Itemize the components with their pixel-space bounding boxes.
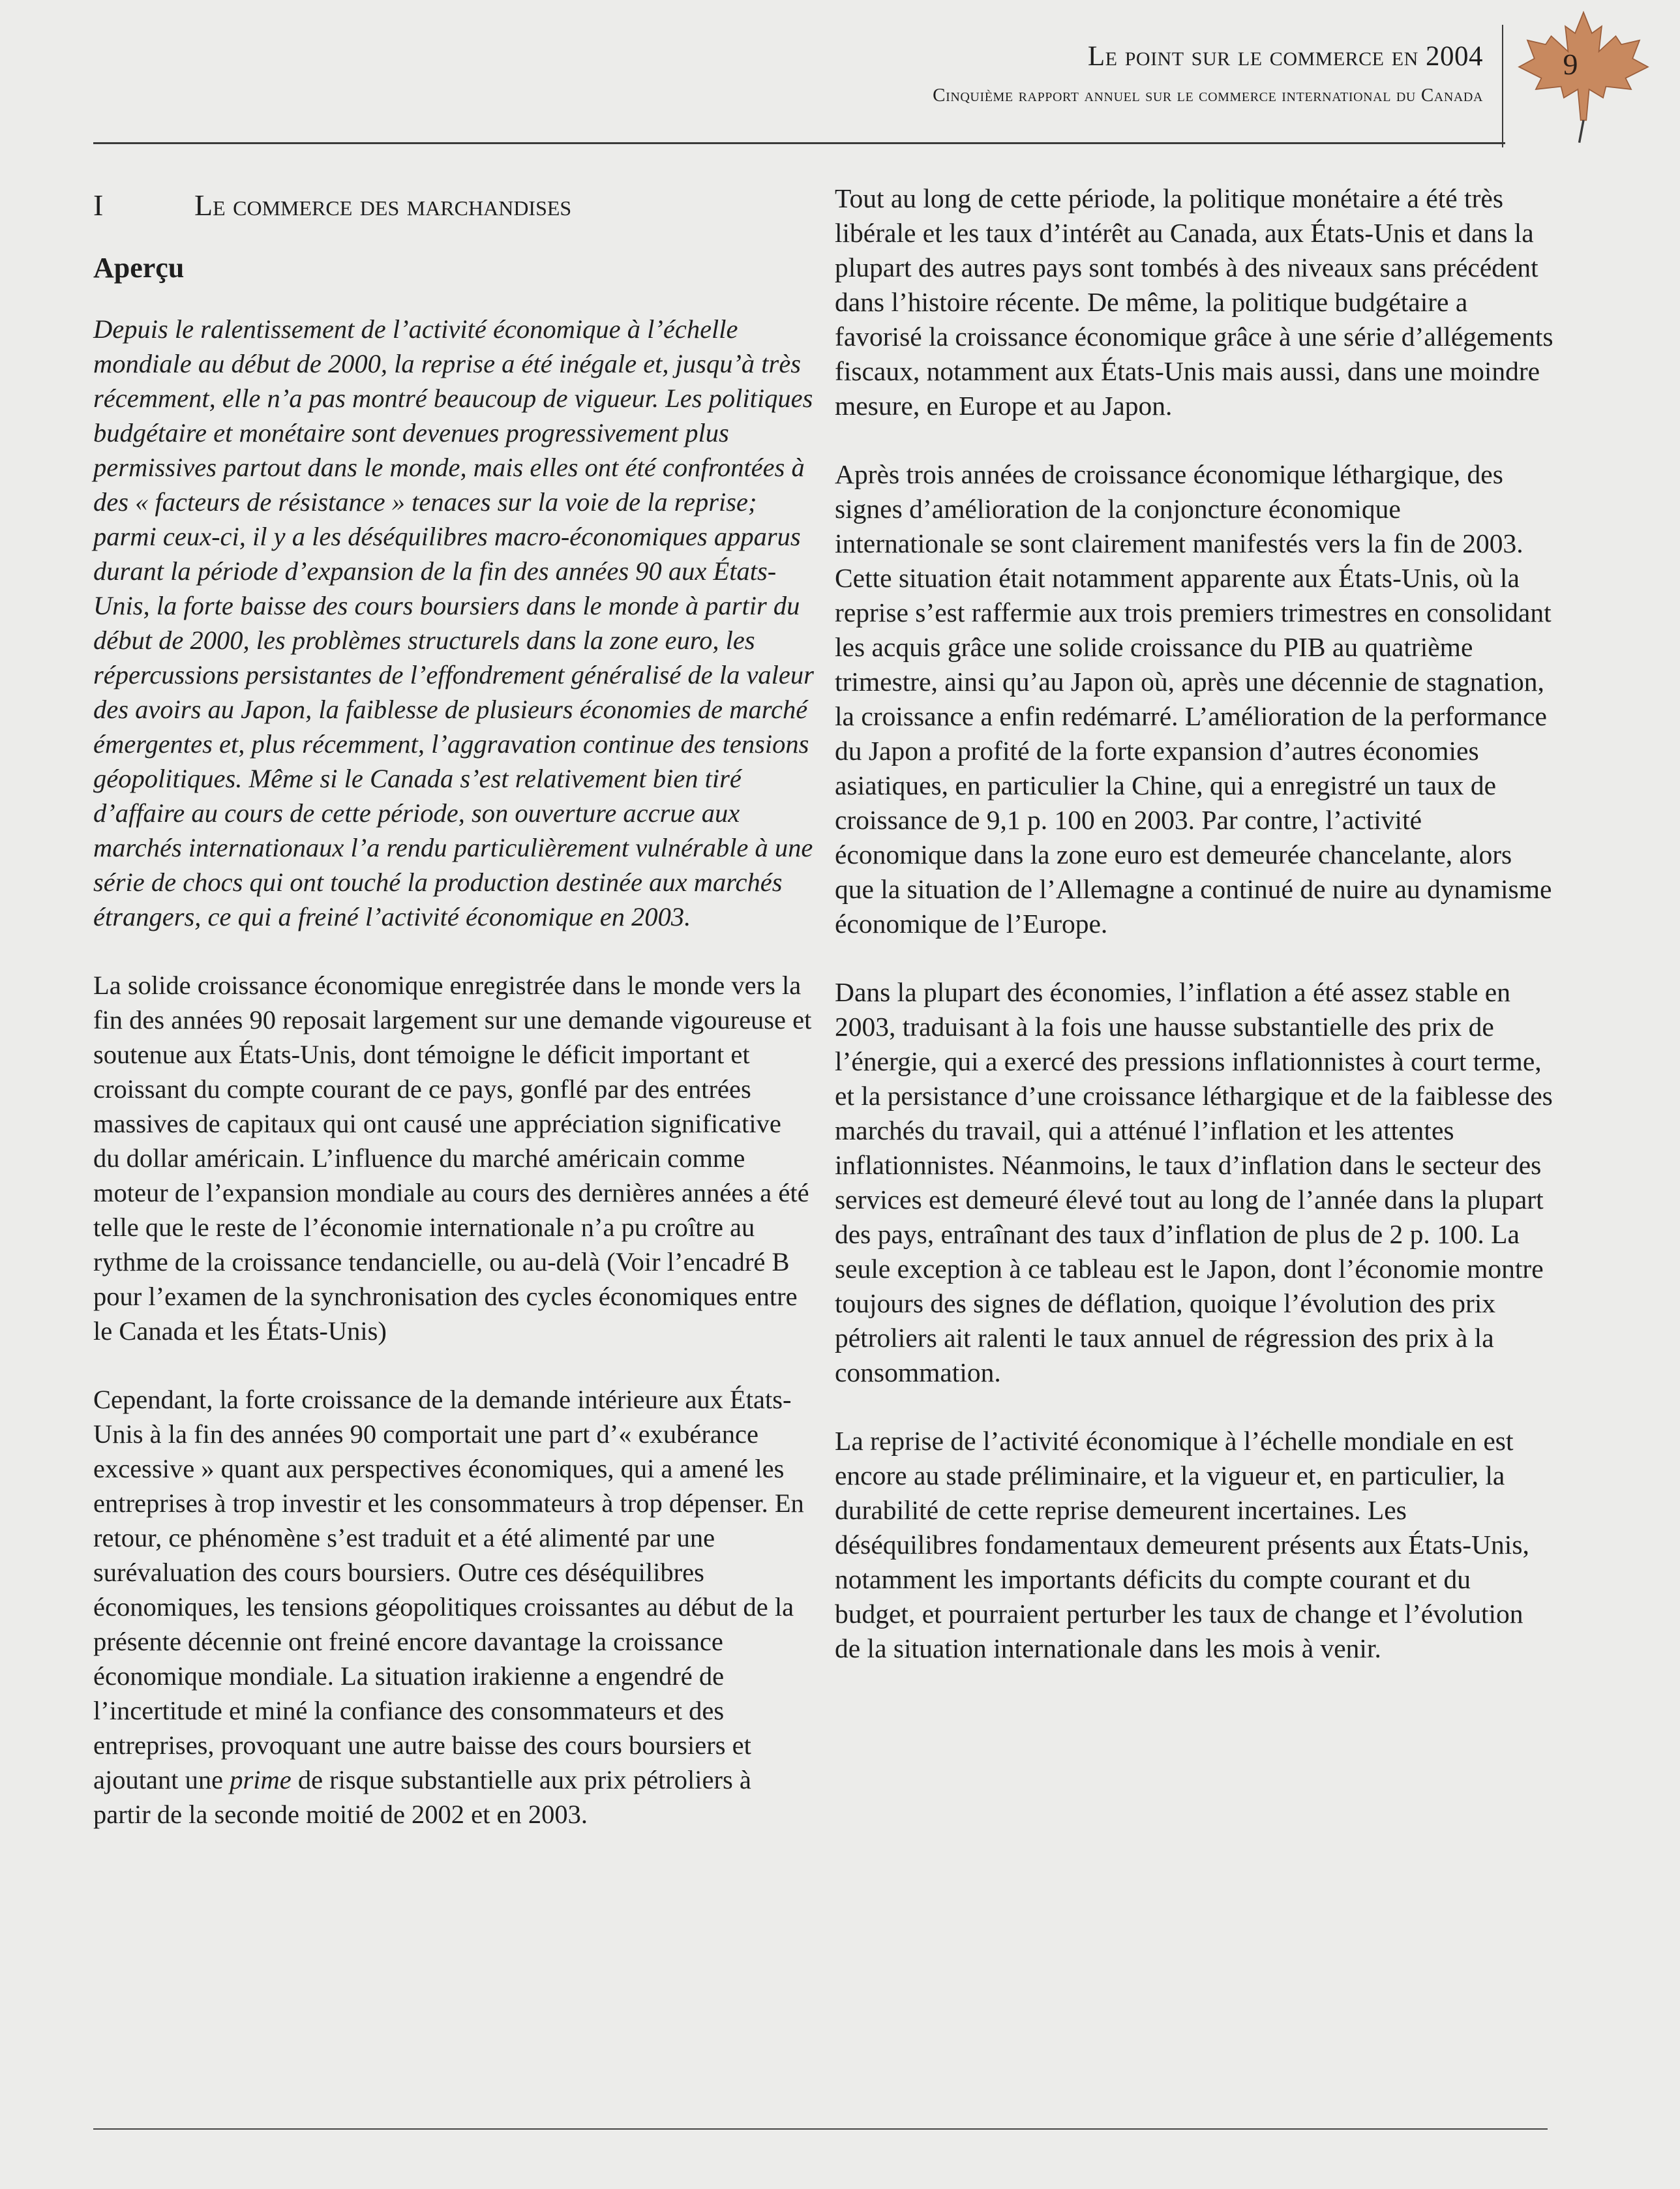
- header-title: Le point sur le commerce en 2004: [1087, 41, 1483, 72]
- footer-divider: [93, 2128, 1548, 2130]
- section-number: I: [93, 189, 104, 222]
- paragraph-text: de risque substantielle aux prix pétroliers à partir de la seconde moitié de 2002 et en 2003.: [93, 1765, 751, 1829]
- paragraph-emphasis: prime: [230, 1765, 292, 1794]
- header-divider: [93, 142, 1505, 144]
- page-number: 9: [1563, 48, 1578, 81]
- right-column: [835, 181, 1555, 1700]
- subheading: Aperçu: [93, 252, 185, 284]
- intro-paragraph: Depuis le ralentissement de l’activité économique à l’échelle mondiale au début de 2000, la reprise a été inégale et, jusqu’à très récemment, elle n’a pas montré beaucoup de vigueur. Les politiques budgétaire et monétaire sont devenues progressivement plus permissives partout dans le monde, mais elles ont été confrontées à des « facteurs de résistance » tenaces sur la voie de la reprise; parmi ceux-ci, il y a les déséquilibres macro-économiques apparus durant la période d’expansion de la fin des années 90 aux États-Unis, la forte baisse des cours boursiers dans le monde à partir du début de 2000, les problèmes structurels dans la zone euro, les répercussions persistantes de l’effondrement généralisé de la valeur des avoirs au Japon, la faiblesse de plusieurs économies de marché émergentes et, plus récemment, l’aggravation continue des tensions géopolitiques. Même si le Canada s’est relativement bien tiré d’affaire au cours de cette période, son ouverture accrue aux marchés internationaux l’a rendu particulièrement vulnérable à une série de chocs qui ont touché la production destinée aux marchés étrangers, ce qui a freiné l’activité économique en 2003.: [93, 314, 814, 931]
- paragraph: Tout au long de cette période, la politique monétaire a été très libérale et les taux d’intérêt au Canada, aux États-Unis et dans la plupart des autres pays sont tombés à des niveaux sans précédent dans l’histoire récente. De même, la politique budgétaire a favorisé la croissance économique grâce à une série d’allégements fiscaux, notamment aux États-Unis mais aussi, dans une moindre mesure, en Europe et au Japon.: [835, 183, 1553, 421]
- paragraph: Après trois années de croissance économique léthargique, des signes d’amélioration de la conjoncture économique internationale se sont clairement manifestés vers la fin de 2003. Cette situation était notamment apparente aux États-Unis, où la reprise s’est raffermie aux trois premiers trimestres en consolidant les acquis grâce une solide croissance du PIB au quatrième trimestre, ainsi qu’au Japon où, après une décennie de stagnation, la croissance a enfin redémarré. L’amélioration de la performance du Japon a profité de la forte expansion d’autres économies asiatiques, en particulier la Chine, qui a enregistré un taux de croissance de 9,1 p. 100 en 2003. Par contre, l’activité économique dans la zone euro est demeurée chancelante, alors que la situation de l’Allemagne a continué de nuire au dynamisme économique de l’Europe.: [835, 459, 1552, 939]
- left-column: [93, 181, 814, 1865]
- paragraph: Dans la plupart des économies, l’inflation a été assez stable en 2003, traduisant à la fois une hausse substantielle des prix de l’énergie, qui a exercé des pressions inflationnistes à court terme, et la persistance d’une croissance léthargique et de la faiblesse des marchés du travail, qui a atténué l’inflation et les attentes inflationnistes. Néanmoins, le taux d’inflation dans le secteur des services est demeuré élevé tout au long de l’année dans la plupart des pays, entraînant des taux d’inflation de plus de 2 p. 100. La seule exception à ce tableau est le Japon, dont l’économie montre toujours des signes de déflation, quoique l’évolution des prix pétroliers ait ralenti le taux annuel de régression des prix à la consommation.: [835, 977, 1553, 1387]
- paragraph: La solide croissance économique enregistrée dans le monde vers la fin des années 90 reposait largement sur une demande vigoureuse et soutenue aux États-Unis, dont témoigne le déficit important et croissant du compte courant de ce pays, gonflé par des entrées massives de capitaux qui ont causé une appréciation significative du dollar américain. L’influence du marché américain comme moteur de l’expansion mondiale au cours des dernières années a été telle que le reste de l’économie internationale n’a pu croître au rythme de la croissance tendancielle, ou au-delà (Voir l’encadré B pour l’examen de la synchronisation des cycles économiques entre le Canada et les États-Unis): [93, 971, 812, 1346]
- header-divider-vertical: [1502, 25, 1503, 147]
- section-heading: [93, 188, 814, 222]
- header-subtitle: Cinquième rapport annuel sur le commerce international du Canada: [933, 85, 1483, 106]
- section-title: Le commerce des marchandises: [194, 189, 572, 222]
- paragraph: La reprise de l’activité économique à l’échelle mondiale en est encore au stade préliminaire, et la vigueur et, en particulier, la durabilité de cette reprise demeurent incertaines. Les déséquilibres fondamentaux demeurent présents aux États-Unis, notamment les importants déficits du compte courant et du budget, et pourraient perturber les taux de change et l’évolution de la situation internationale dans les mois à venir.: [835, 1426, 1529, 1663]
- paragraph-text: Cependant, la forte croissance de la demande intérieure aux États-Unis à la fin des années 90 comportait une part d’« exubérance excessive » quant aux perspectives économiques, qui a amené les entreprises à trop investir et les consommateurs à trop dépenser. En retour, ce phénomène s’est traduit et a été alimenté par une surévaluation des cours boursiers. Outre ces déséquilibres économiques, les tensions géopolitiques croissantes au début de la présente décennie ont freiné encore davantage la croissance économique mondiale. La situation irakienne a engendré de l’incertitude et miné la confiance des consommateurs et des entreprises, provoquant une autre baisse des cours boursiers et ajoutant une: [93, 1385, 804, 1794]
- paragraph: [93, 1382, 814, 1832]
